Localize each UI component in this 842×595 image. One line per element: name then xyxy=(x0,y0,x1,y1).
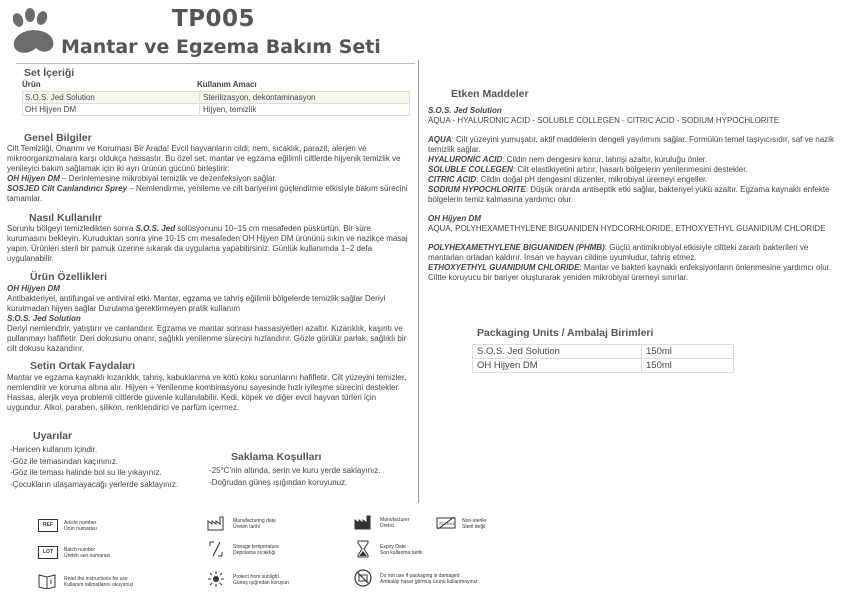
svg-text:STERILE: STERILE xyxy=(439,521,456,526)
set-row: OH Hijyen DM Hijyen, temizlik xyxy=(22,104,410,116)
packaging-table xyxy=(472,344,734,373)
benefits-heading: Setin Ortak Faydaları xyxy=(30,360,136,372)
temperature-icon xyxy=(207,540,225,558)
manufacturer-icon xyxy=(354,514,372,530)
usage-text: Sorunlu bölgeyi temizledikten sonra S.O.S. Jed solüsyonunu 10–15 cm mesafeden püskürtün. Bir süre kurumasını bekleyin. Kuruduktan sonra yine 10-15 cm mesafeden OH Hijyen DM ürününü sıkın ve nazikçe masaj yapın. Ürünleri steril bir pamuk üzerine sıkarak da uygulama yapabilirsiniz. Günlük kullanımda 1–2 defa uygulanabilir. xyxy=(7,224,408,263)
benefits-text: Mantar ve egzama kaynaklı kızarıklık, tahriş, kabuklanma ve kötü koku sorunlarını hafifletir. Cilt yüzeyini temizler, nemlendirir ve koruma altına alır. Hijyen + Yenilenme kombinasyonu sayesinde hızlı iyileşme sürecini destekler. Hassas, alerjik veya problemli ciltlerde güvenle kullanılabilir. Kedi, köpek ve diğer evcil hayvan türleri için uygundur. Alkol, paraben, silikon, renklendirici ve parfüm içermez. xyxy=(7,373,407,412)
set-heading: Set İçeriği xyxy=(24,67,75,79)
set-col-purpose: Kullanım Amacı xyxy=(197,80,257,89)
warnings-heading: Uyarılar xyxy=(33,430,73,442)
general-text: Cilt Temizliği, Onarımı ve Koruması Bir Arada! Evcil hayvanların cildi; nem, sıcaklık, parazit, alerjen ve mikroorganizmalara karşı oldukça hassastır. Bu özel set, mantar ve egzama eğilimli ciltlerde hijyenik temizlik ve yenileyici bakım sağlamak için iki ayrı ürünün gücünü birleştirir: OH Hijyen DM – Derinlemesine mikrobiyal temizlik ve dezenfeksiyon sağlar. SOSJED Cilt Canlandırıcı Sprey – Nemlendirme, yenileme ve cilt bariyerini güçlendirme etkisiyle bakım sürecini tamamlar. xyxy=(7,144,408,203)
general-heading: Genel Bilgiler xyxy=(24,132,92,144)
ingredients-heading: Etken Maddeler xyxy=(451,88,529,100)
features-text: OH Hijyen DM Antibakteriyel, antifungal ve antiviral etki. Mantar, egzama ve tahriş eğilimli bölgelerde temizlik sağlar Deriyi kurutmadan hijyen sağlar Durulama gerektirmeyen pratik kullanım S.O.S. Jed Solution Deriyi nemlendirir, yatıştırır ve canlandırır. Egzama ve mantar sonrası hassasiyetleri azaltır. Kızarıklık, kaşıntı ve pullanmayı hafifletir. Deri dokusunu onarır, sağlıklı yenilenme sürecini hızlandırır. Gözle görülür parlak, sağlıklı bir cilt dokusu kazandırır. xyxy=(7,284,407,353)
column-divider xyxy=(418,60,419,503)
instructions-icon xyxy=(38,573,56,589)
ref-icon: REF xyxy=(38,519,58,532)
warnings-list: -Haricen kullanım içindir. -Göz ile temasından kaçınınız. -Göz ile teması halinde bol su ile yıkayınız. -Çocukların ulaşamayacağı yerlerde saklayınız. xyxy=(10,445,179,489)
page-title: Mantar ve Egzema Bakım Seti xyxy=(61,36,381,58)
lot-icon: LOT xyxy=(38,546,58,559)
damaged-package-icon xyxy=(354,569,372,587)
usage-heading: Nasıl Kullanılır xyxy=(29,212,102,224)
hourglass-icon xyxy=(354,540,372,558)
features-heading: Ürün Özellikleri xyxy=(30,271,108,283)
set-col-product: Ürün xyxy=(22,80,41,89)
storage-list: -25°C'nin altında, serin ve kuru yerde saklayınız. -Doğrudan güneş ışığından koruyunuz. xyxy=(209,466,381,487)
sun-icon xyxy=(207,570,225,588)
header-divider xyxy=(16,63,415,64)
storage-heading: Saklama Koşulları xyxy=(231,451,322,463)
set-table xyxy=(22,80,410,116)
packaging-row: S.O.S. Jed Solution 150ml xyxy=(473,345,734,359)
product-code: TP005 xyxy=(172,6,256,32)
factory-date-icon xyxy=(207,515,225,531)
set-row: S.O.S. Jed Solution Sterilizasyon, dekontaminasyon xyxy=(22,91,410,104)
packaging-heading: Packaging Units / Ambalaj Birimleri xyxy=(477,327,654,339)
non-sterile-icon xyxy=(436,515,456,531)
svg-text:i: i xyxy=(50,579,52,586)
packaging-row: OH Hijyen DM 150ml xyxy=(473,359,734,373)
ingredients-text: S.O.S. Jed Solution AQUA - HYALURONIC ACID - SOLUBLE COLLEGEN - CITRIC ACID - SODIUM HYPOCHLORITE AQUA: Cilt yüzeyini yumuşatır, aktif maddelerin dengeli yayılımını sağlar. Formülün temel taşıyıcısıdır, saf ve nazik temizlik sağlar. HYALURONIC ACID: Cildin nem dengesini korur, tahrişi azaltır, kuruluğu önler. SOLUBLE COLLEGEN: Cilt elastikiyetini artırır, hasarlı bölgelerin yenilenmesini destekler. CITRIC ACID: Cildin doğal pH dengesini düzenler, mikrobiyal üremeyi engeller. SODIUM HYPOCHLORITE: Düşük oranda antiseptik etki sağlar, bakteriyel yükü azaltır. Egzama kaynaklı enfekte bölgelerin temiz kalmasına yardımcı olur. OH Hijyen DM AQUA, POLYHEXAMETHYLENE BIGUANIDEN HYDCORHLORIDE, ETHOXYETHYL GUANIDIUM CHLORIDE POLYHEXAMETHYLENE BIGUANIDEN (PHMB): Güçlü antimikrobiyal etkisiyle ciltteki zararlı bakterileri ve mantarları ortadan kaldırır. İnsan ve hayvan cildine uyumludur, tahriş etmez. ETHOXYETHYL GUANIDIUM CHLORIDE: Mantar ve bakteri kaynaklı enfeksiyonların önlenmesine yardımcı olur. Ciltte koruyucu bir bariyer oluşturarak yeniden mikrobiyal üremeyi sınırlar. xyxy=(428,106,834,282)
paw-logo-icon xyxy=(8,8,58,58)
